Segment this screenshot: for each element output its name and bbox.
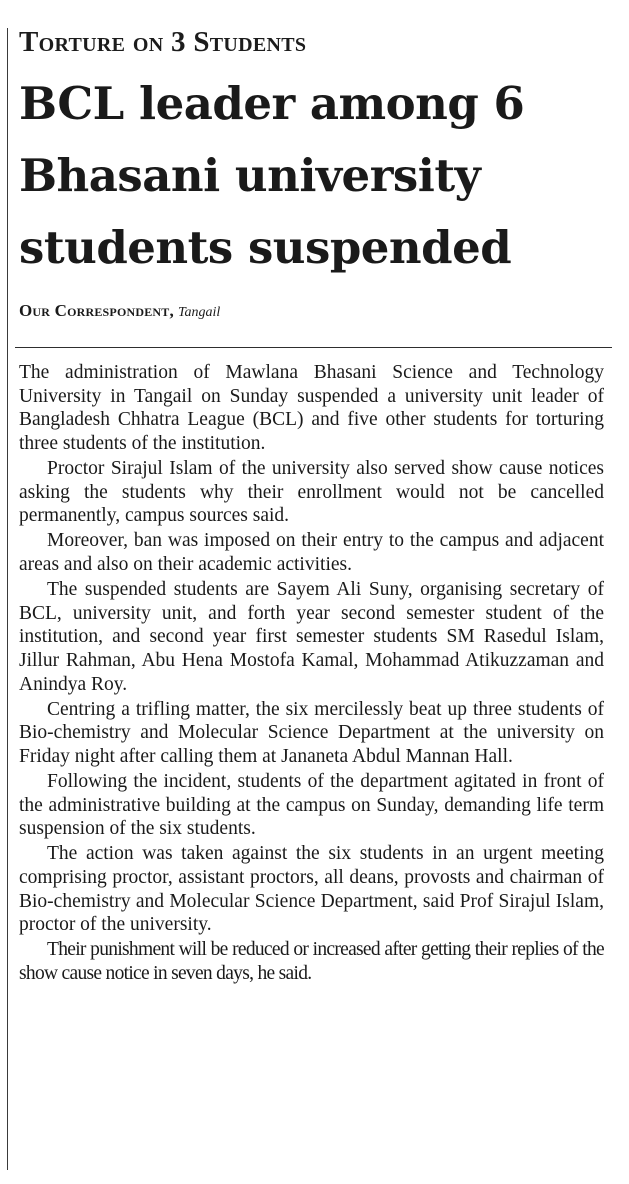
- byline-place: Tangail: [177, 305, 221, 320]
- article-kicker: Torture on 3 Students: [19, 26, 307, 58]
- byline: [19, 301, 609, 323]
- article-body: [19, 361, 604, 987]
- paragraph-4: The suspended students are Sayem Ali Suny, organising secretary of BCL, university unit, and forth year second semester student of the institution, and second year first semester students SM Rasedul Islam, Jillur Rahman, Abu Hena Mostofa Kamal, Mohammad Atikuzzaman and Anindya Roy.: [19, 579, 604, 695]
- article-header: [19, 20, 609, 323]
- paragraph-5: Centring a trifling matter, the six mercilessly beat up three students of Bio-chemistry and Molecular Science Department at the university on Friday night after calling them at Jananeta Abdul Mannan Hall.: [19, 698, 604, 767]
- byline-role: Our Correspondent,: [19, 301, 174, 320]
- header-divider: [15, 347, 612, 348]
- paragraph-3: Moreover, ban was imposed on their entry to the campus and adjacent areas and also on their academic activities.: [19, 530, 604, 575]
- paragraph-7: The action was taken against the six students in an urgent meeting comprising proctor, assistant proctors, all deans, provosts and chairman of Bio-chemistry and Molecular Science Department, said Prof Sirajul Islam, proctor of the university.: [19, 843, 604, 936]
- paragraph-1: The administration of Mawlana Bhasani Science and Technology University in Tangail on Sunday suspended a university unit leader of Bangladesh Chhatra League (BCL) and five other students for torturing three students of the institution.: [19, 362, 604, 454]
- paragraph-2: Proctor Sirajul Islam of the university also served show cause notices asking the students why their enrollment would not be cancelled permanently, campus sources said.: [19, 457, 604, 527]
- paragraph-8: Their punishment will be reduced or increased after getting their replies of the show cause notice in seven days, he said.: [19, 939, 604, 984]
- article-headline: BCL leader among 6 Bhasani university students suspended: [19, 77, 525, 274]
- column-left-rule: [7, 28, 8, 1170]
- paragraph-6: Following the incident, students of the department agitated in front of the administrative building at the campus on Sunday, demanding life term suspension of the six students.: [19, 771, 604, 840]
